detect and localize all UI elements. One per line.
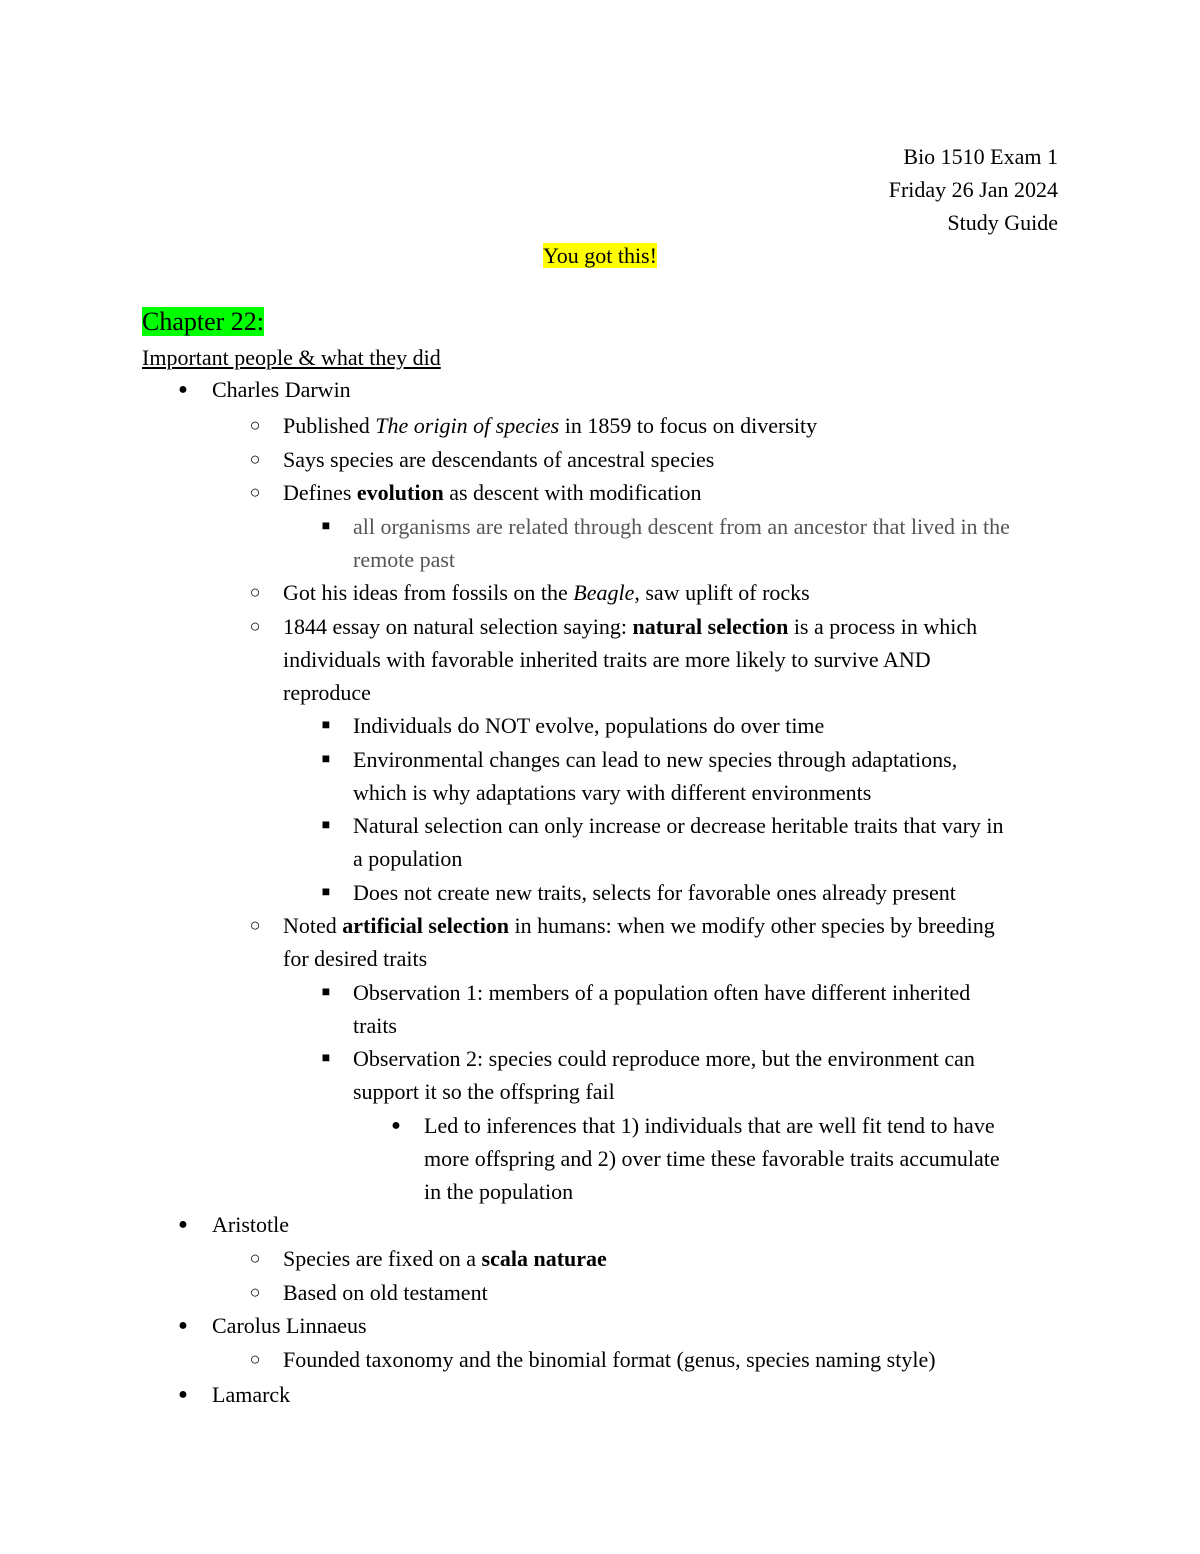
darwin-point-evolution: Defines evolution as descent with modification [283,480,702,505]
bullet-square-icon: ■ [321,752,331,767]
exam-date: Friday 26 Jan 2024 [888,177,1058,202]
bullet-square-icon: ■ [321,985,331,1000]
bullet-square-icon: ■ [321,718,331,733]
darwin-point-artificial-line1: Noted artificial selection in humans: when we modify other species by breeding [283,913,995,938]
bullet-ring-icon: ○ [249,1282,261,1302]
motto-line [0,239,1200,272]
observation-2-line2: support it so the offspring fail [353,1079,615,1104]
ns-detail-environment-line2: which is why adaptations vary with different environments [353,780,872,805]
aristotle-point-testament: Based on old testament [283,1280,488,1305]
observation-2-line1: Observation 2: species could reproduce more, but the environment can [353,1046,975,1071]
darwin-point-essay-line1: 1844 essay on natural selection saying: natural selection is a process in which [283,614,978,639]
person-darwin: Charles Darwin [212,377,351,402]
person-linnaeus: Carolus Linnaeus [212,1313,367,1338]
linnaeus-point-taxonomy: Founded taxonomy and the binomial format (genus, species naming style) [283,1347,936,1372]
bullet-dot-icon: ● [178,1216,188,1233]
section-subtitle: Important people & what they did [142,345,441,370]
aristotle-point-scala: Species are fixed on a scala naturae [283,1246,607,1271]
bullet-square-icon: ■ [321,519,331,534]
bullet-ring-icon: ○ [249,616,261,636]
bullet-dot-icon: ● [178,1317,188,1334]
motto-highlight: You got this! [543,243,657,268]
bullet-square-icon: ■ [321,1051,331,1066]
doc-type: Study Guide [947,210,1058,235]
bullet-ring-icon: ○ [249,582,261,602]
bullet-square-icon: ■ [321,818,331,833]
person-lamarck: Lamarck [212,1382,291,1407]
evolution-detail-line2: remote past [353,547,456,572]
observation-1-line2: traits [353,1013,397,1038]
darwin-point-published: Published The origin of species in 1859 to focus on diversity [283,413,818,438]
darwin-point-descendants: Says species are descendants of ancestral species [283,447,715,472]
darwin-point-beagle: Got his ideas from fossils on the Beagle, saw uplift of rocks [283,580,810,605]
chapter-title: Chapter 22: [142,307,265,336]
inference-line1: Led to inferences that 1) individuals that are well fit tend to have [424,1113,995,1138]
bullet-ring-icon: ○ [249,1349,261,1369]
inference-line3: in the population [424,1179,574,1204]
inference-line2: more offspring and 2) over time these favorable traits accumulate [424,1146,1000,1171]
ns-detail-environment-line1: Environmental changes can lead to new species through adaptations, [353,747,958,772]
bullet-ring-icon: ○ [249,415,261,435]
person-aristotle: Aristotle [212,1212,289,1237]
evolution-detail-line1: all organisms are related through descent from an ancestor that lived in the [353,514,1010,539]
course-title: Bio 1510 Exam 1 [903,144,1058,169]
bullet-square-icon: ■ [321,885,331,900]
bullet-dot-icon: ● [391,1117,401,1134]
bullet-ring-icon: ○ [249,915,261,935]
chapter-heading [142,305,264,339]
ns-detail-heritable-line2: a population [353,846,463,871]
ns-detail-heritable-line1: Natural selection can only increase or decrease heritable traits that vary in [353,813,1004,838]
bullet-ring-icon: ○ [249,449,261,469]
ns-detail-no-new-traits: Does not create new traits, selects for favorable ones already present [353,880,956,905]
bullet-dot-icon: ● [178,1386,188,1403]
ns-detail-populations: Individuals do NOT evolve, populations do over time [353,713,825,738]
darwin-point-essay-line2: individuals with favorable inherited traits are more likely to survive AND [283,647,931,672]
observation-1-line1: Observation 1: members of a population often have different inherited [353,980,971,1005]
darwin-point-artificial-line2: for desired traits [283,946,428,971]
bullet-ring-icon: ○ [249,482,261,502]
bullet-dot-icon: ● [178,381,188,398]
bullet-ring-icon: ○ [249,1248,261,1268]
darwin-point-essay-line3: reproduce [283,680,371,705]
